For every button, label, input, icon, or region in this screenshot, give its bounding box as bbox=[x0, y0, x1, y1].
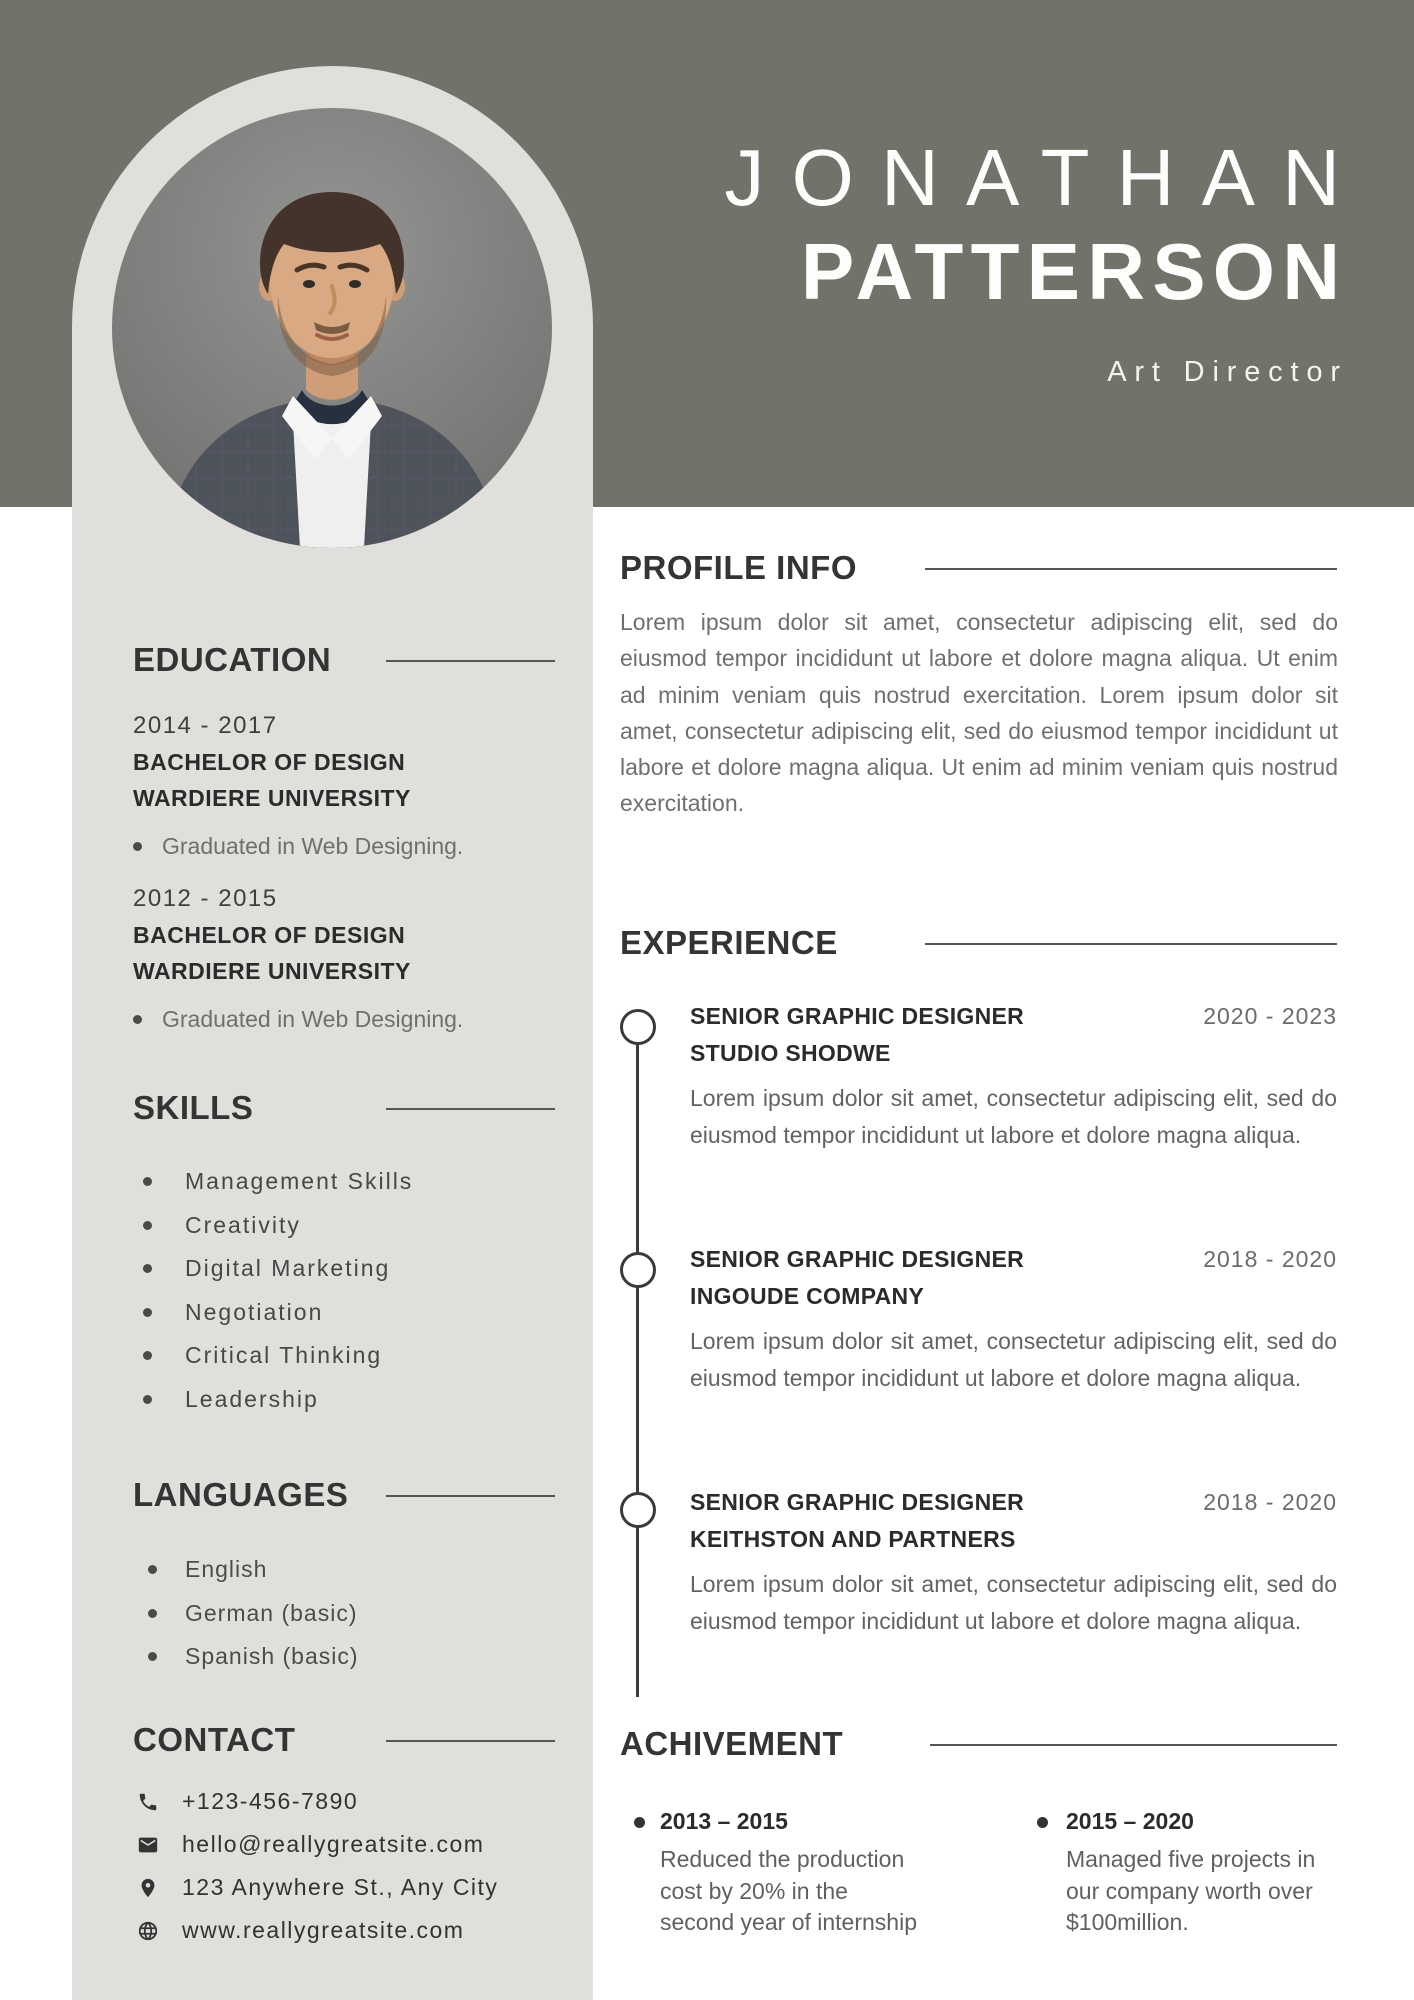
profile-rule bbox=[925, 568, 1337, 570]
bullet-icon bbox=[133, 1015, 142, 1024]
skill-item: Negotiation bbox=[143, 1291, 413, 1335]
contact-phone-row bbox=[136, 1780, 498, 1823]
experience-entry bbox=[690, 1487, 1337, 1640]
languages-heading: LANGUAGES bbox=[133, 1476, 349, 1513]
first-name: JONATHAN bbox=[724, 133, 1368, 222]
education-heading: EDUCATION bbox=[133, 641, 332, 678]
skills-heading: SKILLS bbox=[133, 1089, 254, 1126]
location-icon bbox=[136, 1876, 160, 1900]
contact-heading: CONTACT bbox=[133, 1721, 296, 1758]
achievement-description: Managed five projects in our company worth over $100million. bbox=[1066, 1846, 1316, 1935]
education-degree: BACHELOR OF DESIGN bbox=[133, 922, 406, 948]
profile-photo bbox=[112, 108, 552, 548]
education-years: 2012 - 2015 bbox=[133, 885, 278, 912]
contact-website-row[interactable] bbox=[136, 1909, 498, 1952]
timeline-node-icon bbox=[620, 1009, 656, 1045]
skill-item: Digital Marketing bbox=[143, 1247, 413, 1291]
experience-description: Lorem ipsum dolor sit amet, consectetur adipiscing elit, sed do eiusmod tempor incididunt ut labore et dolore magna aliqua. bbox=[690, 1085, 1337, 1148]
bullet-icon bbox=[143, 1308, 152, 1317]
phone-icon bbox=[136, 1790, 160, 1814]
profile-heading: PROFILE INFO bbox=[620, 549, 857, 586]
experience-rule bbox=[925, 943, 1337, 945]
experience-description: Lorem ipsum dolor sit amet, consectetur adipiscing elit, sed do eiusmod tempor incididunt ut labore et dolore magna aliqua. bbox=[690, 1571, 1337, 1634]
bullet-icon bbox=[148, 1565, 157, 1574]
experience-role: SENIOR GRAPHIC DESIGNER bbox=[690, 1489, 1025, 1515]
achievement-years: 2013 – 2015 bbox=[660, 1808, 788, 1834]
contact-rule bbox=[386, 1740, 555, 1742]
language-item: German (basic) bbox=[148, 1592, 359, 1636]
timeline-line bbox=[636, 1027, 639, 1697]
education-rule bbox=[386, 660, 555, 662]
job-title: Art Director bbox=[1107, 356, 1348, 388]
portrait-illustration bbox=[112, 108, 552, 548]
header-name-block bbox=[724, 133, 1368, 389]
bullet-icon bbox=[143, 1221, 152, 1230]
education-school: WARDIERE UNIVERSITY bbox=[133, 785, 411, 811]
bullet-icon bbox=[634, 1817, 645, 1828]
website-url[interactable]: www.reallygreatsite.com bbox=[182, 1917, 465, 1943]
bullet-icon bbox=[143, 1264, 152, 1273]
experience-dates: 2018 - 2020 bbox=[1203, 1246, 1337, 1272]
experience-dates: 2018 - 2020 bbox=[1203, 1489, 1337, 1515]
education-degree: BACHELOR OF DESIGN bbox=[133, 749, 406, 775]
experience-role: SENIOR GRAPHIC DESIGNER bbox=[690, 1246, 1025, 1272]
contact-email-row[interactable] bbox=[136, 1823, 498, 1866]
achievement-rule bbox=[930, 1744, 1337, 1746]
language-item: English bbox=[148, 1548, 359, 1592]
education-note: Graduated in Web Designing. bbox=[162, 1006, 464, 1032]
email-address[interactable]: hello@reallygreatsite.com bbox=[182, 1831, 485, 1857]
email-icon bbox=[136, 1833, 160, 1857]
education-years: 2014 - 2017 bbox=[133, 712, 278, 739]
experience-company: KEITHSTON AND PARTNERS bbox=[690, 1526, 1016, 1552]
education-note: Graduated in Web Designing. bbox=[162, 833, 464, 859]
skill-item: Leadership bbox=[143, 1378, 413, 1422]
profile-text: Lorem ipsum dolor sit amet, consectetur adipiscing elit, sed do eiusmod tempor incididunt ut labore et dolore magna aliqua. Ut enim ad minim veniam quis nostrud exercitation. Lorem ipsum dolor sit amet, consectetur adipiscing elit, sed do eiusmod tempor incididunt ut labore et dolore magna aliqua. Ut enim ad minim veniam quis nostrud exercitation. bbox=[620, 609, 1338, 817]
skill-item: Creativity bbox=[143, 1204, 413, 1248]
bullet-icon bbox=[143, 1177, 152, 1186]
experience-company: STUDIO SHODWE bbox=[690, 1040, 891, 1066]
achievement-heading: ACHIVEMENT bbox=[620, 1725, 844, 1762]
languages-list bbox=[148, 1548, 359, 1679]
experience-entry bbox=[690, 1244, 1337, 1397]
experience-company: INGOUDE COMPANY bbox=[690, 1283, 925, 1309]
language-item: Spanish (basic) bbox=[148, 1635, 359, 1679]
experience-role: SENIOR GRAPHIC DESIGNER bbox=[690, 1003, 1025, 1029]
education-entry bbox=[133, 711, 463, 861]
street-address: 123 Anywhere St., Any City bbox=[182, 1874, 499, 1900]
bullet-icon bbox=[1037, 1817, 1048, 1828]
bullet-icon bbox=[143, 1351, 152, 1360]
contact-address-row bbox=[136, 1866, 498, 1909]
experience-heading: EXPERIENCE bbox=[620, 924, 838, 961]
skill-item: Critical Thinking bbox=[143, 1334, 413, 1378]
contact-list bbox=[136, 1780, 498, 1952]
skills-rule bbox=[386, 1108, 555, 1110]
bullet-icon bbox=[148, 1609, 157, 1618]
achievement-years: 2015 – 2020 bbox=[1066, 1808, 1194, 1834]
skills-list bbox=[143, 1160, 413, 1421]
bullet-icon bbox=[148, 1652, 157, 1661]
last-name: PATTERSON bbox=[800, 227, 1348, 316]
bullet-icon bbox=[133, 842, 142, 851]
education-entry bbox=[133, 884, 463, 1034]
education-school: WARDIERE UNIVERSITY bbox=[133, 958, 411, 984]
languages-rule bbox=[386, 1495, 555, 1497]
bullet-icon bbox=[143, 1395, 152, 1404]
timeline-node-icon bbox=[620, 1252, 656, 1288]
experience-description: Lorem ipsum dolor sit amet, consectetur adipiscing elit, sed do eiusmod tempor incididunt ut labore et dolore magna aliqua. bbox=[690, 1328, 1337, 1391]
timeline-node-icon bbox=[620, 1492, 656, 1528]
globe-icon bbox=[136, 1919, 160, 1943]
skill-item: Management Skills bbox=[143, 1160, 413, 1204]
achievement-description: Reduced the production cost by 20% in the second year of internship bbox=[660, 1846, 917, 1935]
phone-number: +123-456-7890 bbox=[182, 1788, 359, 1814]
experience-entry bbox=[690, 1001, 1337, 1154]
experience-dates: 2020 - 2023 bbox=[1203, 1003, 1337, 1029]
